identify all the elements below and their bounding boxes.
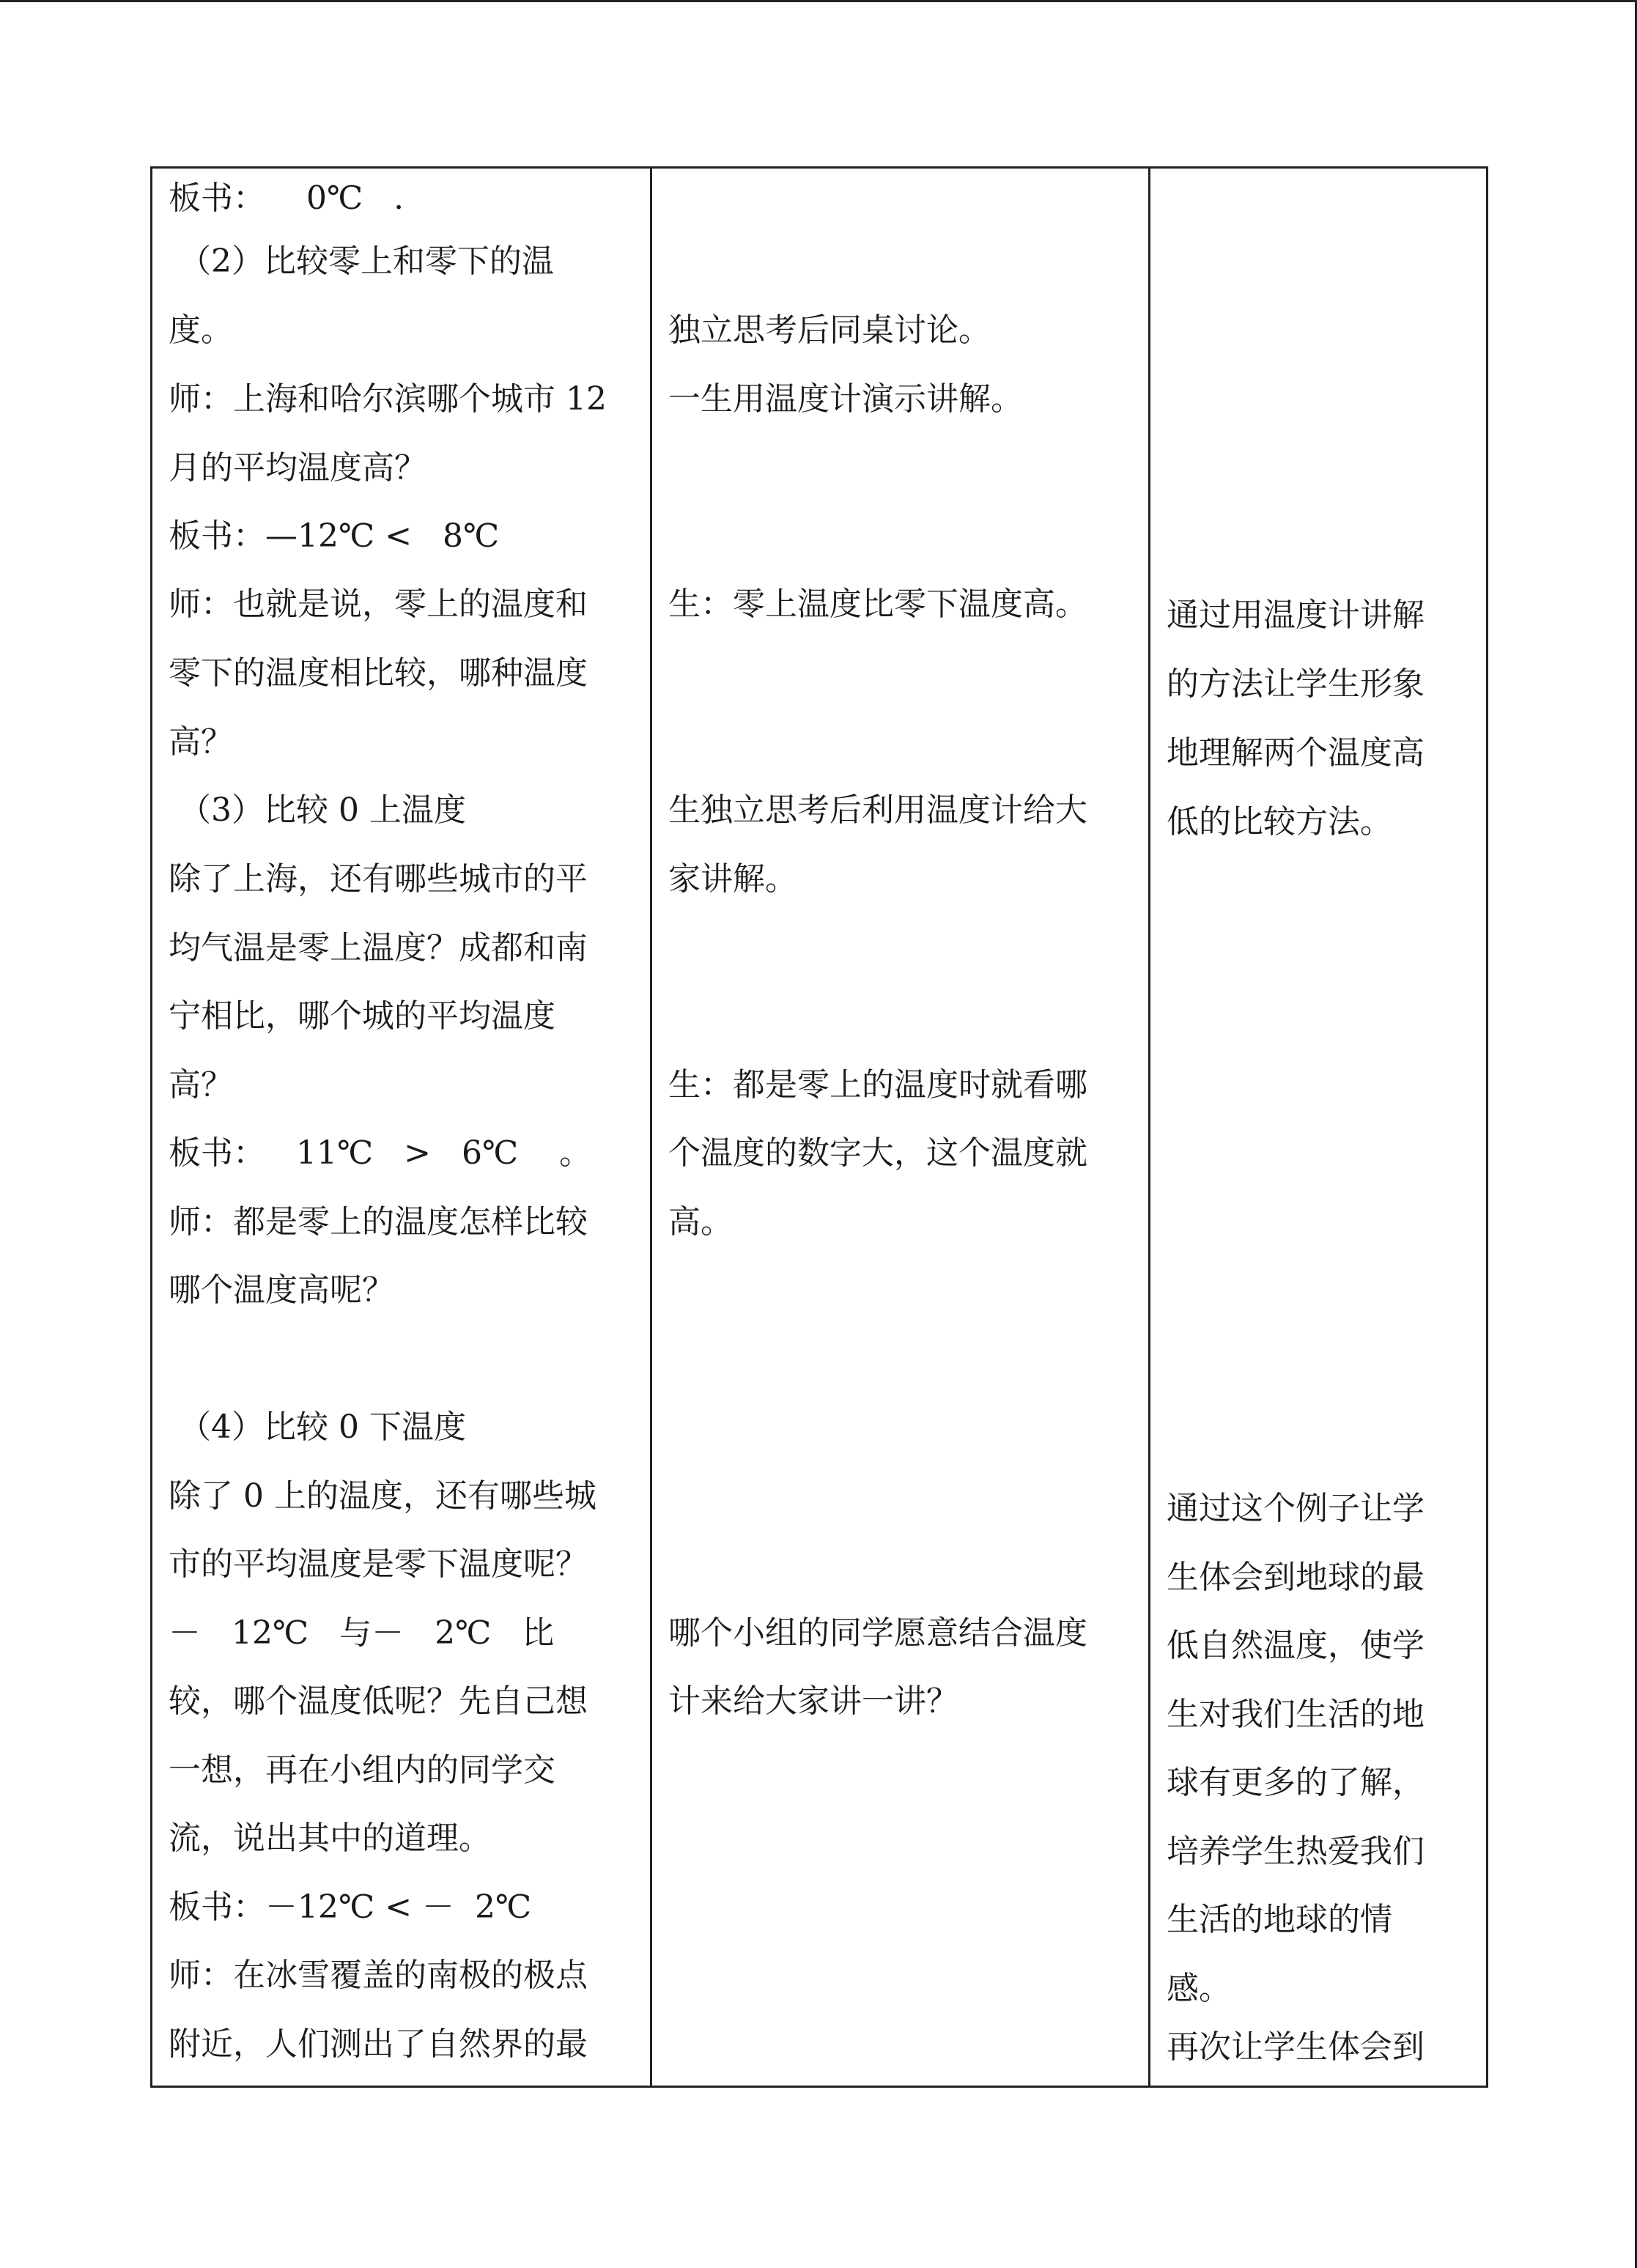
teacher-line: 均气温是零上温度？成都和南 xyxy=(169,929,588,967)
lesson-plan-table xyxy=(150,166,1488,2088)
teacher-line: 师：也就是说，零上的温度和 xyxy=(169,586,588,623)
student-line: 哪个小组的同学愿意结合温度 xyxy=(668,1614,1087,1652)
intent-line: 通过用温度计讲解 xyxy=(1167,596,1424,634)
intent-line: 培养学生热爱我们 xyxy=(1167,1833,1424,1870)
teacher-line: 一想，再在小组内的同学交 xyxy=(169,1751,555,1789)
intent-line: 通过这个例子让学 xyxy=(1167,1490,1424,1527)
teacher-line: 除了 0 上的温度，还有哪些城 xyxy=(169,1477,596,1515)
student-line: 个温度的数字大，这个温度就 xyxy=(668,1134,1087,1172)
teacher-line: 板书： 0℃ . xyxy=(169,180,404,217)
student-line: 独立思考后同桌讨论。 xyxy=(668,311,991,349)
design-intent-column xyxy=(1150,169,1486,2086)
intent-line: 生活的地球的情 xyxy=(1167,1901,1392,1938)
teacher-line: 月的平均温度高？ xyxy=(169,449,426,487)
intent-line: 再次让学生体会到 xyxy=(1167,2028,1424,2066)
intent-line: 低自然温度，使学 xyxy=(1167,1627,1424,1664)
teacher-line: 度。 xyxy=(169,311,233,349)
student-line: 生：零上温度比零下温度高。 xyxy=(668,586,1087,623)
teacher-line: （2）比较零上和零下的温 xyxy=(169,243,554,280)
teacher-line: （3）比较 0 上温度 xyxy=(169,791,466,829)
teacher-line: 较，哪个温度低呢？先自己想 xyxy=(169,1682,588,1720)
student-line: 计来给大家讲一讲？ xyxy=(668,1682,958,1720)
student-activity-column xyxy=(652,169,1150,2086)
student-line: 生：都是零上的温度时就看哪 xyxy=(668,1066,1087,1104)
intent-line: 地理解两个温度高 xyxy=(1167,734,1424,772)
teacher-line: 高？ xyxy=(169,1066,233,1104)
teacher-line: 除了上海，还有哪些城市的平 xyxy=(169,860,588,898)
teacher-line: 板书：—12℃ < 8℃ xyxy=(169,517,500,555)
teacher-line: － 12℃ 与－ 2℃ 比 xyxy=(169,1614,555,1652)
student-line: 生独立思考后利用温度计给大 xyxy=(668,791,1087,829)
teacher-line: （4）比较 0 下温度 xyxy=(169,1408,466,1446)
page-border-top xyxy=(0,0,1637,2)
teacher-line: 师：上海和哈尔滨哪个城市 12 xyxy=(169,380,607,418)
teacher-line: 附近，人们测出了自然界的最 xyxy=(169,2025,588,2063)
teacher-line: 高？ xyxy=(169,723,233,761)
teacher-line: 师：都是零上的温度怎样比较 xyxy=(169,1203,588,1241)
intent-line: 球有更多的了解， xyxy=(1167,1764,1424,1801)
intent-line: 的方法让学生形象 xyxy=(1167,665,1424,703)
teacher-line: 零下的温度相比较，哪种温度 xyxy=(169,654,588,692)
intent-line: 低的比较方法。 xyxy=(1167,803,1392,841)
student-line: 一生用温度计演示讲解。 xyxy=(668,380,1023,418)
teacher-line: 宁相比，哪个城的平均温度 xyxy=(169,997,555,1035)
teacher-line: 流，说出其中的道理。 xyxy=(169,1820,491,1857)
teacher-line: 市的平均温度是零下温度呢？ xyxy=(169,1545,588,1583)
teacher-activity-column xyxy=(152,169,652,2086)
intent-line: 生体会到地球的最 xyxy=(1167,1559,1424,1596)
teacher-line: 板书： 11℃ > 6℃ 。 xyxy=(169,1134,592,1172)
teacher-line: 哪个温度高呢？ xyxy=(169,1271,394,1309)
teacher-line: 板书：－12℃ < － 2℃ xyxy=(169,1888,532,1926)
teacher-line: 师：在冰雪覆盖的南极的极点 xyxy=(169,1957,588,1994)
student-line: 家讲解。 xyxy=(668,860,797,898)
intent-line: 生对我们生活的地 xyxy=(1167,1696,1424,1733)
intent-line: 感。 xyxy=(1167,1970,1231,2007)
student-line: 高。 xyxy=(668,1203,733,1241)
